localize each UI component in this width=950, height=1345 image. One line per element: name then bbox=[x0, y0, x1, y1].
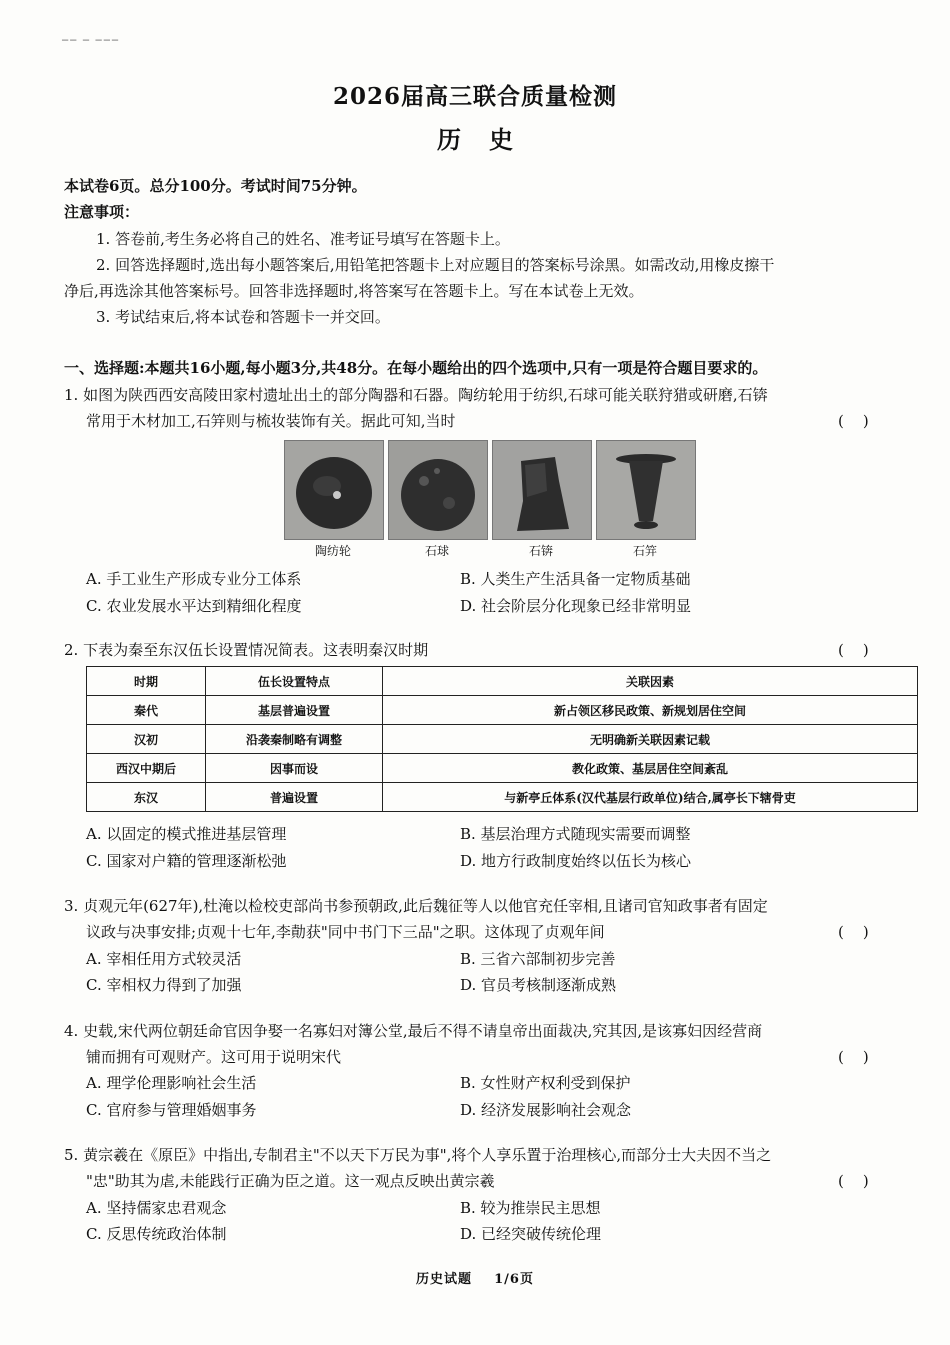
question-1-stem: 常用于木材加工,石笄则与梳妆装饰有关。据此可知,当时 bbox=[86, 412, 456, 430]
notice-item: 净后,再选涂其他答案标号。回答非选择题时,将答案写在答题卡上。写在本试卷上无效。 bbox=[64, 282, 644, 300]
table-row bbox=[87, 696, 918, 725]
table-cell: 东汉 bbox=[87, 783, 206, 812]
option-c[interactable]: C. 官府参与管理婚姻事务 bbox=[86, 1101, 257, 1119]
table-header: 时期 bbox=[87, 667, 206, 696]
table-cell: 沿袭秦制略有调整 bbox=[206, 725, 383, 754]
question-3-stem: 议政与决事安排;贞观十七年,李勣获"同中书门下三品"之职。这体现了贞观年间 bbox=[86, 923, 605, 941]
table-cell: 普遍设置 bbox=[206, 783, 383, 812]
question-1-stem: 1. 如图为陕西西安高陵田家村遗址出土的部分陶器和石器。陶纺轮用于纺织,石球可能关联狩猎或研磨,石锛 bbox=[64, 386, 768, 404]
notice-label: 注意事项： bbox=[64, 203, 140, 221]
answer-blank: ( ) bbox=[838, 923, 869, 941]
question-2-stem: 2. 下表为秦至东汉伍长设置情况简表。这表明秦汉时期 bbox=[64, 641, 429, 659]
option-b[interactable]: B. 基层治理方式随现实需要而调整 bbox=[460, 825, 691, 843]
figure-caption: 石笄 bbox=[632, 544, 657, 558]
option-c[interactable]: C. 农业发展水平达到精细化程度 bbox=[86, 597, 302, 615]
notice-item: 2. 回答选择题时,选出每小题答案后,用铅笔把答题卡上对应题目的答案标号涂黑。如需改动,用橡皮擦干 bbox=[96, 256, 775, 274]
option-b[interactable]: B. 三省六部制初步完善 bbox=[460, 950, 616, 968]
table-cell: 新占领区移民政策、新规划居住空间 bbox=[383, 696, 918, 725]
table-cell: 与新亭丘体系(汉代基层行政单位)结合,属亭长下辖骨吏 bbox=[383, 783, 918, 812]
spindle-whorl-image bbox=[284, 440, 384, 540]
option-d[interactable]: D. 经济发展影响社会观念 bbox=[460, 1101, 632, 1119]
table-cell: 秦代 bbox=[87, 696, 206, 725]
table-header: 伍长设置特点 bbox=[206, 667, 383, 696]
table-cell: 因事而设 bbox=[206, 754, 383, 783]
table-cell: 基层普遍设置 bbox=[206, 696, 383, 725]
page-footer: 历史试题 1/6页 bbox=[416, 1272, 534, 1287]
option-b[interactable]: B. 人类生产生活具备一定物质基础 bbox=[460, 570, 691, 588]
answer-blank: ( ) bbox=[838, 412, 869, 430]
notice-item: 3. 考试结束后,将本试卷和答题卡一并交回。 bbox=[96, 308, 390, 326]
question-3-stem: 3. 贞观元年(627年),杜淹以检校吏部尚书参预朝政,此后魏征等人以他官充任宰相,且诸司官知政事者有固定 bbox=[64, 897, 768, 915]
artifact-figure bbox=[282, 440, 694, 562]
option-a[interactable]: A. 宰相任用方式较灵活 bbox=[86, 950, 242, 968]
option-a[interactable]: A. 以固定的模式推进基层管理 bbox=[86, 825, 287, 843]
table-row bbox=[87, 783, 918, 812]
answer-blank: ( ) bbox=[838, 1048, 869, 1066]
option-d[interactable]: D. 官员考核制逐渐成熟 bbox=[460, 976, 617, 994]
subject-title: 历史 bbox=[437, 125, 541, 154]
table-cell: 西汉中期后 bbox=[87, 754, 206, 783]
table-cell: 无明确新关联因素记载 bbox=[383, 725, 918, 754]
stone-adze-image bbox=[492, 440, 592, 540]
option-a[interactable]: A. 理学伦理影响社会生活 bbox=[86, 1074, 257, 1092]
option-d[interactable]: D. 社会阶层分化现象已经非常明显 bbox=[460, 597, 692, 615]
exam-summary: 本试卷6页。总分100分。考试时间75分钟。 bbox=[64, 177, 367, 195]
table-cell: 汉初 bbox=[87, 725, 206, 754]
table-row bbox=[87, 725, 918, 754]
option-c[interactable]: C. 宰相权力得到了加强 bbox=[86, 976, 242, 994]
question-5-stem: 5. 黄宗羲在《原臣》中指出,专制君主"不以天下万民为事",将个人享乐置于治理核心,而部分士大夫因不当之 bbox=[64, 1146, 772, 1164]
question-5-stem: "忠"助其为虐,未能践行正确为臣之道。这一观点反映出黄宗羲 bbox=[86, 1172, 495, 1190]
option-d[interactable]: D. 地方行政制度始终以伍长为核心 bbox=[460, 852, 692, 870]
table-row bbox=[87, 754, 918, 783]
stone-ball-image bbox=[388, 440, 488, 540]
corner-mark: ▔▔ ▔ ▔▔▔ bbox=[62, 40, 120, 49]
section-heading: 一、选择题:本题共16小题,每小题3分,共48分。在每小题给出的四个选项中,只有一项是符合题目要求的。 bbox=[64, 359, 768, 377]
answer-blank: ( ) bbox=[838, 641, 869, 659]
option-a[interactable]: A. 坚持儒家忠君观念 bbox=[86, 1199, 227, 1217]
table-header: 关联因素 bbox=[383, 667, 918, 696]
option-b[interactable]: B. 较为推崇民主思想 bbox=[460, 1199, 601, 1217]
table-cell: 教化政策、基层居住空间紊乱 bbox=[383, 754, 918, 783]
wuzhang-table bbox=[86, 666, 918, 812]
figure-caption: 陶纺轮 bbox=[314, 544, 351, 558]
notice-item: 1. 答卷前,考生务必将自己的姓名、准考证号填写在答题卡上。 bbox=[96, 230, 510, 248]
figure-caption: 石锛 bbox=[528, 544, 553, 558]
question-4-stem: 4. 史载,宋代两位朝廷命官因争娶一名寡妇对簿公堂,最后不得不请皇帝出面裁决,究其因,是该寡妇因经营商 bbox=[64, 1022, 763, 1040]
option-a[interactable]: A. 手工业生产形成专业分工体系 bbox=[86, 570, 302, 588]
exam-title: 2026届高三联合质量检测 bbox=[332, 83, 617, 110]
answer-blank: ( ) bbox=[838, 1172, 869, 1190]
option-c[interactable]: C. 反思传统政治体制 bbox=[86, 1225, 227, 1243]
option-c[interactable]: C. 国家对户籍的管理逐渐松弛 bbox=[86, 852, 287, 870]
figure-caption: 石球 bbox=[424, 544, 449, 558]
table-header-row bbox=[87, 667, 918, 696]
stone-hairpin-image bbox=[596, 440, 696, 540]
option-b[interactable]: B. 女性财产权利受到保护 bbox=[460, 1074, 631, 1092]
question-4-stem: 铺而拥有可观财产。这可用于说明宋代 bbox=[86, 1048, 342, 1066]
option-d[interactable]: D. 已经突破传统伦理 bbox=[460, 1225, 602, 1243]
